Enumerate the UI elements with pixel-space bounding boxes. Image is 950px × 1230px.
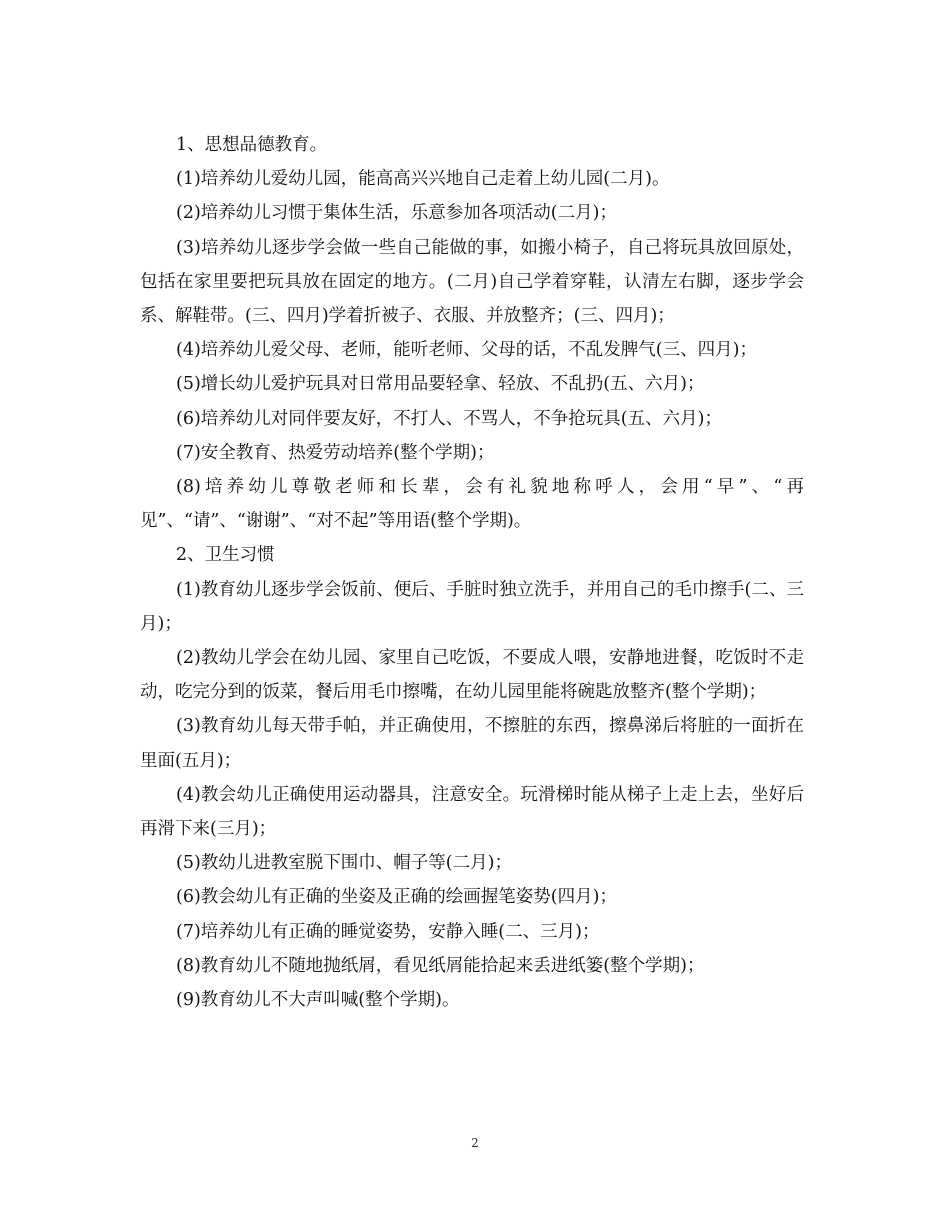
list-item: (8)教育幼儿不随地抛纸屑，看见纸屑能拾起来丢进纸篓(整个学期)； [176,955,705,976]
list-item: (4)培养幼儿爱父母、老师，能听老师、父母的话，不乱发脾气(三、四月)； [176,340,757,361]
list-item: (9)教育幼儿不大声叫喊(整个学期)。 [176,990,460,1011]
list-item: (4)教会幼儿正确使用运动器具，注意安全。玩滑梯时能从梯子上走上去，坐好后再滑下来(三月)； [140,784,804,840]
section-heading: 2、卫生习惯 [176,545,275,566]
list-item: (5)增长幼儿爱护玩具对日常用品要轻拿、轻放、不乱扔(五、六月)； [176,374,705,395]
list-item: (8)培养幼儿尊敬老师和长辈，会有礼貌地称呼人，会用“早”、“再见”、“请”、“谢谢”、“对不起”等用语(整个学期)。 [140,477,804,532]
list-item: (3)教育幼儿每天带手帕，并正确使用，不擦脏的东西，擦鼻涕后将脏的一面折在里面(五月)； [140,716,804,771]
section-heading: 1、思想品德教育。 [176,135,328,155]
list-item: (2)培养幼儿习惯于集体生活，乐意参加各项活动(二月)； [176,203,617,224]
list-item: (5)教幼儿进教室脱下围巾、帽子等(二月)； [176,853,512,874]
document-body [140,128,804,1017]
list-item: (1)培养幼儿爱幼儿园，能高高兴兴地自己走着上幼儿园(二月)。 [176,169,670,190]
list-item: (6)培养幼儿对同伴要友好，不打人、不骂人，不争抢玩具(五、六月)； [176,408,722,429]
list-item: (6)教会幼儿有正确的坐姿及正确的绘画握笔姿势(四月)； [176,887,617,908]
list-item: (2)教幼儿学会在幼儿园、家里自己吃饭，不要成人喂，安静地进餐，吃饭时不走动，吃完分到的饭菜，餐后用毛巾擦嘴，在幼儿园里能将碗匙放整齐(整个学期)； [140,648,804,703]
page-number: 2 [471,1136,479,1150]
list-item: (1)教育幼儿逐步学会饭前、便后、手脏时独立洗手，并用自己的毛巾擦手(二、三月)； [140,579,804,634]
list-item: (7)安全教育、热爱劳动培养(整个学期)； [176,442,495,463]
list-item: (3)培养幼儿逐步学会做一些自己能做的事，如搬小椅子，自己将玩具放回原处，包括在家里要把玩具放在固定的地方。(二月)自己学着穿鞋，认清左右脚，逐步学会系、解鞋带。(三、四月)学着折被子、衣服、并放整齐；(三、四月)； [140,237,804,327]
list-item: (7)培养幼儿有正确的睡觉姿势，安静入睡(二、三月)； [176,921,600,942]
